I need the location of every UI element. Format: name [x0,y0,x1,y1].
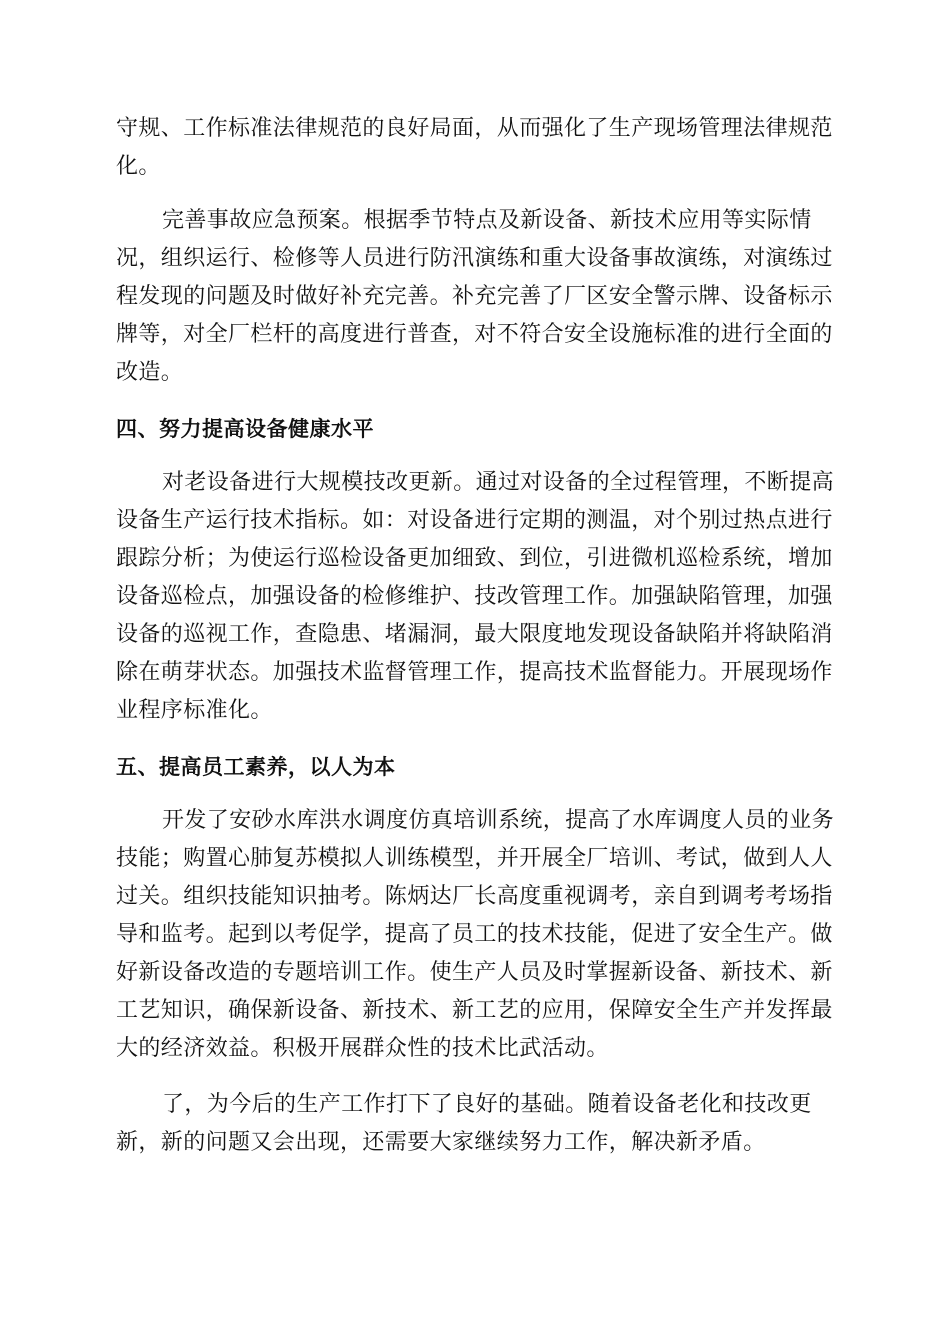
paragraph-line: 设备生产运行技术指标。如：对设备进行定期的测温，对个别过热点进行 [116,508,833,533]
paragraph-line: 过关。组织技能知识抽考。陈炳达厂长高度重视调考，亲自到调考考场指 [116,884,833,909]
paragraph-line: 对老设备进行大规模技改更新。通过对设备的全过程管理，不断提高 [162,470,835,495]
paragraph-line: 牌等，对全厂栏杆的高度进行普查，对不符合安全设施标准的进行全面的 [116,322,833,347]
section-heading: 四、努力提高设备健康水平 [116,417,374,441]
paragraph-line: 改造。 [116,360,184,385]
paragraph-line: 开发了安砂水库洪水调度仿真培训系统，提高了水库调度人员的业务 [162,808,835,833]
paragraph-line: 导和监考。起到以考促学，提高了员工的技术技能，促进了安全生产。做 [116,922,833,947]
paragraph-line: 完善事故应急预案。根据季节特点及新设备、新技术应用等实际情 [162,208,812,233]
paragraph-line: 设备的巡视工作，查隐患、堵漏洞，最大限度地发现设备缺陷并将缺陷消 [116,622,833,647]
paragraph-line: 大的经济效益。积极开展群众性的技术比武活动。 [116,1036,609,1061]
paragraph-line: 业程序标准化。 [116,698,273,723]
paragraph-line: 守规、工作标准法律规范的良好局面，从而强化了生产现场管理法律规范 [116,116,833,141]
section-heading: 五、提高员工素养，以人为本 [116,755,396,779]
paragraph-line: 技能；购置心肺复苏模拟人训练模型，并开展全厂培训、考试，做到人人 [116,846,833,871]
paragraph-line: 好新设备改造的专题培训工作。使生产人员及时掌握新设备、新技术、新 [116,960,833,985]
paragraph-line: 况，组织运行、检修等人员进行防汛演练和重大设备事故演练，对演练过 [116,246,833,271]
paragraph-line: 除在萌芽状态。加强技术监督管理工作，提高技术监督能力。开展现场作 [116,660,833,685]
paragraph-line: 程发现的问题及时做好补充完善。补充完善了厂区安全警示牌、设备标示 [116,284,833,309]
paragraph-line: 了，为今后的生产工作打下了良好的基础。随着设备老化和技改更 [162,1092,812,1117]
paragraph-line: 设备巡检点，加强设备的检修维护、技改管理工作。加强缺陷管理，加强 [116,584,833,609]
paragraph-line: 工艺知识，确保新设备、新技术、新工艺的应用，保障安全生产并发挥最 [116,998,833,1023]
paragraph-line: 跟踪分析；为使运行巡检设备更加细致、到位，引进微机巡检系统，增加 [116,546,833,571]
paragraph-line: 新，新的问题又会出现，还需要大家继续努力工作，解决新矛盾。 [116,1130,766,1155]
paragraph-line: 化。 [116,154,161,179]
